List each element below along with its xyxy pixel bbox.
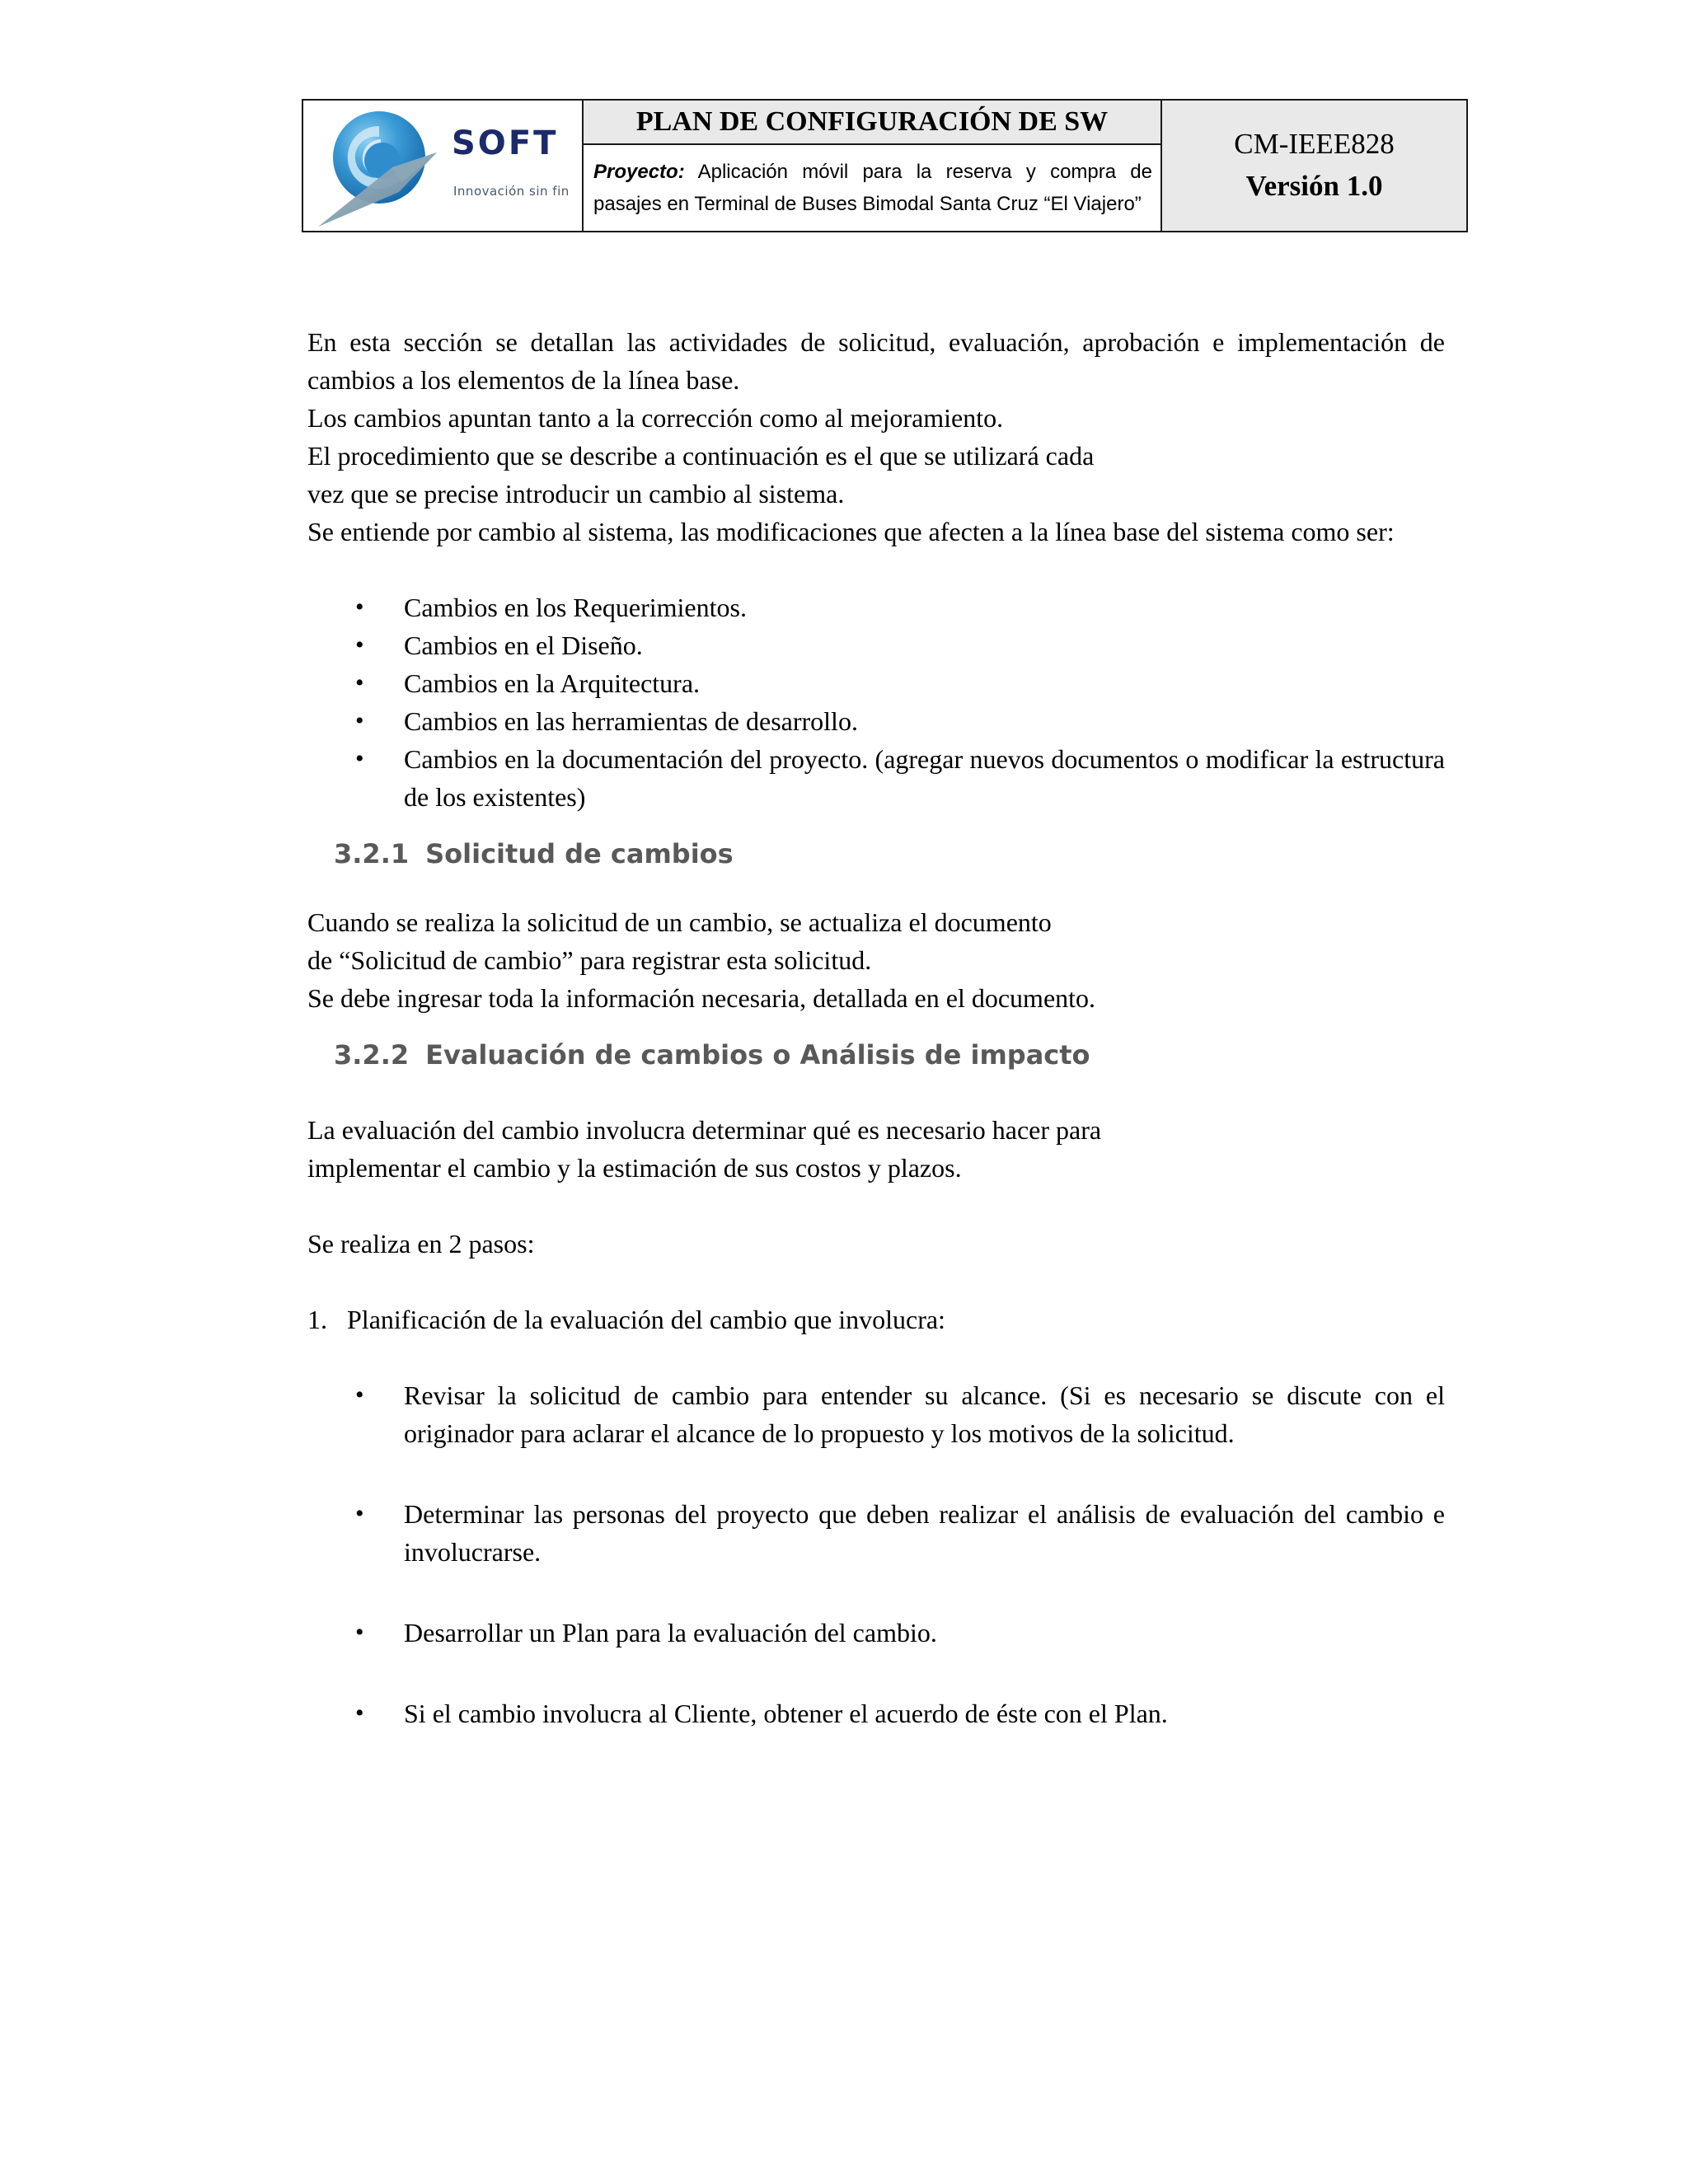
bullet-icon: • <box>355 707 364 734</box>
section-title: Solicitud de cambios <box>425 838 734 869</box>
section-heading-322 <box>307 1037 1445 1073</box>
list-item-label: Planificación de la evaluación del cambio que involucra: <box>347 1305 945 1334</box>
header-code-cell <box>1161 100 1467 232</box>
intro-paragraph-2: Los cambios apuntan tanto a la corrección como al mejoramiento. <box>307 403 1004 433</box>
evaluation-steps-list <box>307 1301 1445 1338</box>
document-body <box>307 323 1445 1775</box>
list-item-label: Desarrollar un Plan para la evaluación del cambio. <box>404 1618 937 1647</box>
list-item-label: Cambios en la Arquitectura. <box>404 668 701 698</box>
list-item <box>307 664 1445 702</box>
section-321-paragraph-1: Cuando se realiza la solicitud de un cambio, se actualiza el documento <box>307 907 1052 937</box>
soft-swirl-logo-icon <box>307 101 579 230</box>
swirl-shape <box>313 106 452 230</box>
list-item <box>307 1376 1445 1452</box>
spacer <box>307 1073 1445 1111</box>
list-item <box>307 588 1445 626</box>
list-item-label: Determinar las personas del proyecto que deben realizar el análisis de evaluación del cambio e involucrarse. <box>404 1499 1445 1567</box>
bullet-icon: • <box>355 593 364 621</box>
list-item-label: Cambios en el Diseño. <box>404 630 643 660</box>
steps-intro: Se realiza en 2 pasos: <box>307 1229 535 1258</box>
list-item <box>307 702 1445 740</box>
bullet-icon: • <box>355 1381 364 1408</box>
section-321-paragraph-2: de “Solicitud de cambio” para registrar esta solicitud. <box>307 945 872 975</box>
list-item <box>307 740 1445 816</box>
document-code: CM-IEEE828 <box>1234 128 1395 160</box>
list-item <box>307 1495 1445 1571</box>
logo-tagline: Innovación sin fin <box>453 184 570 199</box>
header-title-cell <box>583 100 1161 144</box>
list-item-label: Cambios en los Requerimientos. <box>404 593 747 622</box>
list-item <box>307 1614 1445 1652</box>
spacer <box>307 1187 1445 1225</box>
document-header-table <box>302 99 1468 232</box>
list-item-number: 1. <box>307 1305 327 1334</box>
section-321-paragraph-3: Se debe ingresar toda la información necesaria, detallada en el documento. <box>307 983 1096 1013</box>
spacer <box>307 872 1445 903</box>
project-label: Proyecto: <box>593 161 685 183</box>
intro-paragraph-3: El procedimiento que se describe a continuación es el que se utilizará cada <box>307 441 1095 471</box>
header-logo-cell <box>302 100 583 232</box>
list-item-label: Revisar la solicitud de cambio para entender su alcance. (Si es necesario se discute con el originador para aclarar el alcance de lo propuesto y los motivos de la solicitud. <box>404 1380 1445 1448</box>
section-heading-321 <box>307 836 1445 872</box>
section-title: Evaluación de cambios o Análisis de impacto <box>425 1039 1090 1071</box>
intro-paragraph-1: En esta sección se detallan las actividades de solicitud, evaluación, aprobación e implementación de cambios a los elementos de la línea base. <box>307 327 1445 395</box>
document-title: PLAN DE CONFIGURACIÓN DE SW <box>635 106 1109 137</box>
section-322-paragraph-2: implementar el cambio y la estimación de sus costos y plazos. <box>307 1153 962 1183</box>
change-types-list <box>307 588 1445 816</box>
list-item <box>307 1301 1445 1338</box>
spacer <box>307 1017 1445 1037</box>
spacer <box>307 1263 1445 1301</box>
list-item-label: Cambios en la documentación del proyecto. (agregar nuevos documentos o modificar la estructura de los existentes) <box>404 744 1445 812</box>
list-item-label: Cambios en las herramientas de desarrollo. <box>404 706 858 736</box>
header-project-cell <box>583 144 1161 232</box>
intro-paragraph-5: Se entiende por cambio al sistema, las modificaciones que afecten a la línea base del sistema como ser: <box>307 517 1395 546</box>
list-item <box>307 1694 1445 1732</box>
list-item <box>307 626 1445 664</box>
bullet-icon: • <box>355 1500 364 1527</box>
list-item-label: Si el cambio involucra al Cliente, obtener el acuerdo de éste con el Plan. <box>404 1699 1168 1728</box>
project-value: Aplicación móvil para la reserva y compra de pasajes en Terminal de Buses Bimodal Santa Cruz “El Viajero” <box>593 161 1153 215</box>
section-number: 3.2.1 <box>334 838 410 869</box>
section-number: 3.2.2 <box>334 1039 410 1071</box>
spacer <box>307 551 1445 588</box>
spacer <box>307 1338 1445 1376</box>
section-322-paragraph-1: La evaluación del cambio involucra determinar qué es necesario hacer para <box>307 1115 1102 1145</box>
project-description <box>593 156 1152 220</box>
spacer <box>307 816 1445 836</box>
bullet-icon: • <box>355 1699 364 1727</box>
logo-wordmark: SOFT <box>452 124 559 162</box>
bullet-icon: • <box>355 745 364 772</box>
planning-sub-bullets <box>307 1376 1445 1732</box>
bullet-icon: • <box>355 1619 364 1646</box>
document-version: Versión 1.0 <box>1245 170 1383 202</box>
intro-paragraph-4: vez que se precise introducir un cambio al sistema. <box>307 479 845 509</box>
bullet-icon: • <box>355 669 364 696</box>
bullet-icon: • <box>355 631 364 658</box>
